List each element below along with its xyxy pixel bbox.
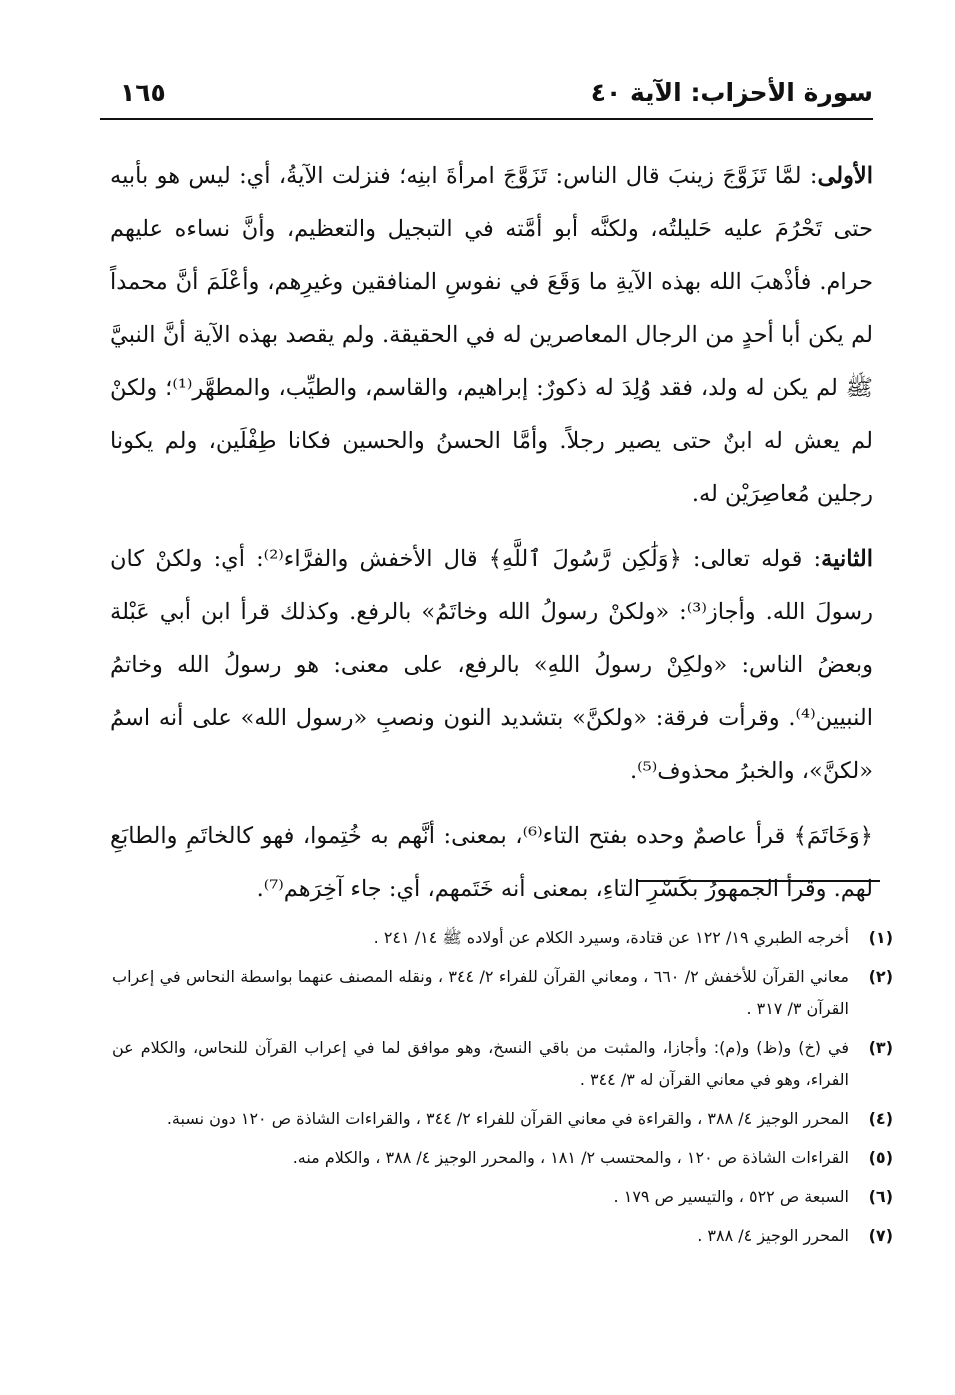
paragraph-first	[110, 150, 873, 521]
footnote	[112, 1142, 893, 1174]
paragraph-second	[110, 533, 873, 798]
footnote-text: المحرر الوجيز ٤/ ٣٨٨ .	[697, 1226, 849, 1245]
footnote-text: السبعة ص ٥٢٢ ، والتيسير ص ١٧٩ .	[613, 1187, 849, 1206]
footnote	[112, 1032, 893, 1096]
footnote-separator	[638, 880, 880, 882]
footnote-number: (٢)	[868, 967, 893, 986]
footnote	[112, 1103, 893, 1135]
footnote-number: (١)	[868, 928, 893, 947]
footnote-number: (٣)	[868, 1038, 893, 1057]
paragraph-lead: الأولى	[817, 163, 873, 189]
running-title: سورة الأحزاب: الآية ٤٠	[590, 78, 873, 107]
footnote	[112, 1220, 893, 1252]
paragraph-lead: الثانية	[821, 546, 873, 572]
main-text	[110, 150, 873, 916]
footnote-number: (٤)	[868, 1109, 893, 1128]
footnote-number: (٧)	[868, 1226, 893, 1245]
footnote-text: معاني القرآن للأخفش ٢/ ٦٦٠ ، ومعاني القرآن للفراء ٢/ ٣٤٤ ، ونقله المصنف عنهما بواسطة النحاس في إعراب القرآن ٣/ ٣١٧ .	[112, 967, 849, 1018]
footnote-text: المحرر الوجيز ٤/ ٣٨٨ ، والقراءة في معاني القرآن للفراء ٢/ ٣٤٤ ، والقراءات الشاذة ص ١٢٠ دون نسبة.	[166, 1109, 849, 1128]
footnote-number: (٥)	[868, 1148, 893, 1167]
paragraph-text: : قوله تعالى: ﴿وَلَٰكِن رَّسُولَ ٱللَّهِ﴾ قال الأخفش والفرَّاء⁽²⁾: أي: ولكنْ كان رسولَ الله. وأجاز⁽³⁾: «ولكنْ رسولُ الله وخاتَمُ» بالرفع. وكذلك قرأ ابن أبي عَبْلة وبعضُ الناس: «ولكِنْ رسولُ اللهِ» بالرفع، على معنى: هو رسولُ الله وخاتمُ النبيين⁽⁴⁾. وقرأت فرقة: «ولكنَّ» بتشديد النون ونصبِ «رسول الله» على أنه اسمُ «لكنَّ»، والخبرُ محذوف⁽⁵⁾.	[110, 546, 873, 784]
page-header	[100, 76, 873, 120]
paragraph-text: : لمَّا تَزَوَّجَ زينبَ قال الناس: تَزَوَّجَ امرأةَ ابنِه؛ فنزلت الآيةُ، أي: ليس هو بأبيه حتى تَحْرُمَ عليه حَليلتُه، ولكنَّه أبو أمَّته في التبجيل والتعظيم، وأنَّ نساءه عليهم حرام. فأذْهبَ الله بهذه الآيةِ ما وَقَعَ في نفوسِ المنافقين وغيرِهم، وأعْلَمَ أنَّ محمداً لم يكن أبا أحدٍ من الرجال المعاصرين له في الحقيقة. ولم يقصد بهذه الآية أنَّ النبيَّ ﷺ لم يكن له ولد، فقد وُلِدَ له ذكورٌ: إبراهيم، والقاسم، والطيِّب، والمطهَّر⁽¹⁾؛ ولكنْ لم يعش له ابنٌ حتى يصير رجلاً. وأمَّا الحسنُ والحسين فكانا طِفْلَين، ولم يكونا رجلين مُعاصِرَيْن له.	[110, 163, 873, 507]
footnote-number: (٦)	[868, 1187, 893, 1206]
paragraph-text: ﴿وَخَاتَمَ﴾ قرأ عاصمٌ وحده بفتح التاء⁽⁶⁾، بمعنى: أنَّهم به خُتِموا، فهو كالخاتَمِ والطابَعِ لهم. وقرأ الجمهورُ بكَسْرِ التاءِ، بمعنى أنه خَتَمهم، أي: جاء آخِرَهم⁽⁷⁾.	[110, 823, 873, 902]
paragraph-third	[110, 810, 873, 916]
footnote-text: القراءات الشاذة ص ١٢٠ ، والمحتسب ٢/ ١٨١ ، والمحرر الوجيز ٤/ ٣٨٨ ، والكلام منه.	[292, 1148, 849, 1167]
footnotes	[112, 922, 893, 1259]
footnote-text: أخرجه الطبري ١٩/ ١٢٢ عن قتادة، وسيرد الكلام عن أولاده ﷺ ١٤/ ٢٤١ .	[373, 928, 849, 947]
footnote	[112, 922, 893, 954]
footnote-text: في (خ) و(ظ) و(م): وأجازا، والمثبت من باقي النسخ، وهو موافق لما في إعراب القرآن للنحاس، والكلام عن الفراء، وهو في معاني القرآن له ٣/ ٣٤٤ .	[112, 1038, 849, 1089]
page-number: ١٦٥	[120, 78, 166, 107]
footnote	[112, 961, 893, 1025]
footnote	[112, 1181, 893, 1213]
